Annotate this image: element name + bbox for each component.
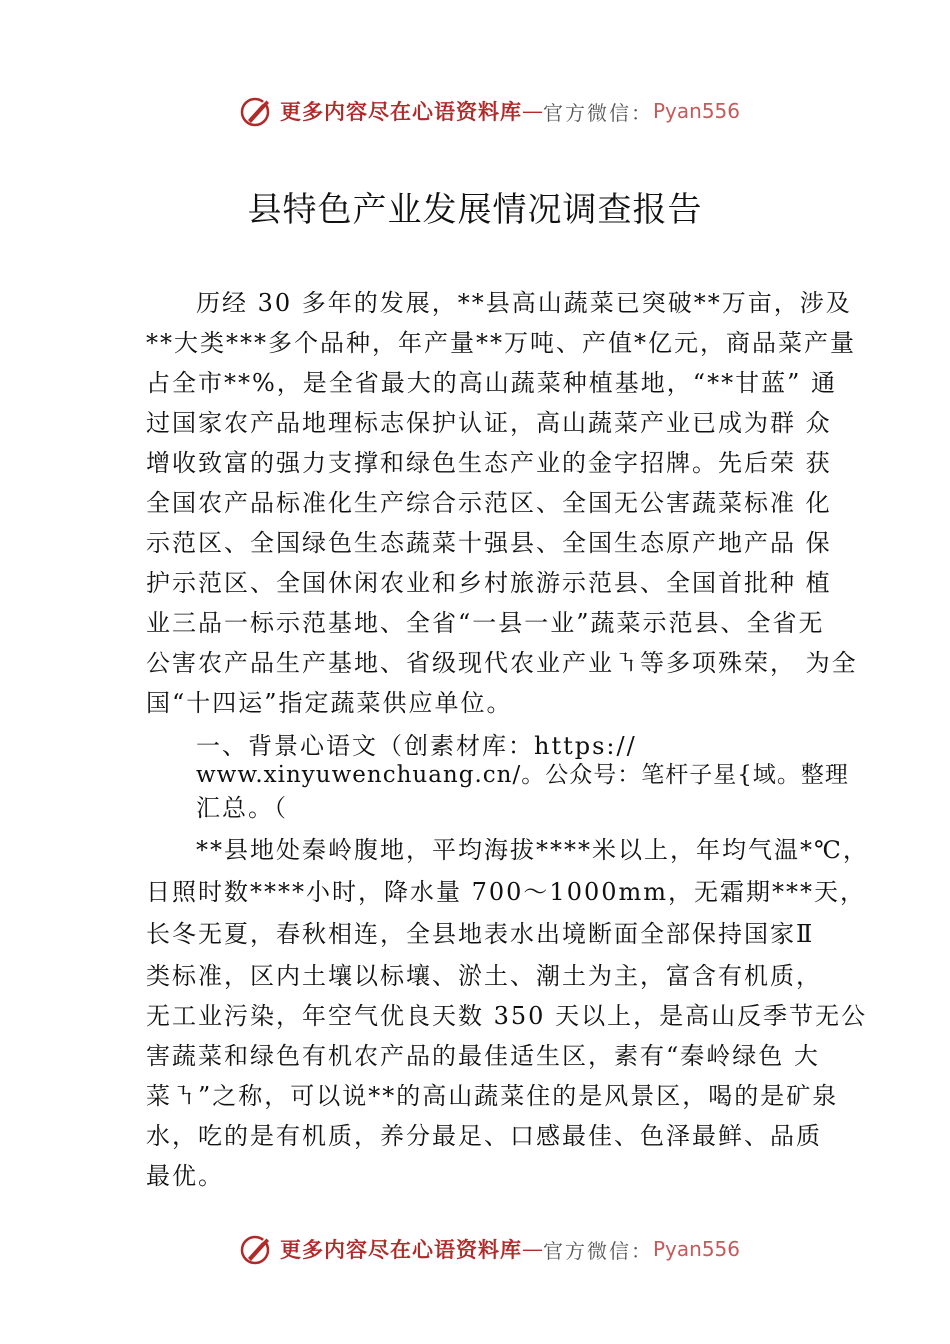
text-line: 水，吃的是有机质，养分最足、口感最佳、色泽最鲜、品质: [146, 1122, 822, 1150]
text-line: 历经 30 多年的发展，**县高山蔬菜已突破**万亩，涉及: [196, 289, 852, 317]
banner-dash: —: [522, 1237, 543, 1261]
text-line: 无工业污染，年空气优良天数 350 天以上，是高山反季节无公: [146, 1002, 868, 1030]
pen-logo-icon: [240, 94, 274, 128]
document-title: 县特色产业发展情况调查报告: [247, 190, 703, 230]
text-line: 菜㇎”之称，可以说**的高山蔬菜住的是风景区，喝的是矿泉: [146, 1082, 839, 1110]
text-line: 业三品一标示范基地、全省“一县一业”蔬菜示范县、全省无: [146, 609, 825, 637]
heading-line: www.xinyuwenchuang.cn/。公众号：笔杆子星{域。整理: [196, 762, 849, 788]
text-line: 国“十四运”指定蔬菜供应单位。: [146, 689, 513, 717]
banner-site-text: 更多内容尽在心语资料库: [280, 99, 522, 124]
header-banner: [0, 94, 950, 134]
banner-dash: —: [522, 99, 543, 123]
text-line: 占全市**%，是全省最大的高山蔬菜种植基地，“**甘蓝” 通: [146, 369, 837, 397]
heading-line: 一、背景心语文（创素材库：https://: [196, 732, 637, 760]
banner-wechat-id: Pyan556: [653, 1237, 741, 1261]
banner-label: 官方微信：: [543, 100, 653, 125]
footer-banner: [0, 1232, 950, 1272]
text-line: 公害农产品生产基地、省级现代农业产业㇎等多项殊荣， 为全: [146, 649, 858, 677]
text-line: 类标准，区内土壤以标壤、淤土、潮土为主，富含有机质，: [146, 962, 822, 990]
text-line: **县地处秦岭腹地，平均海拔****米以上，年均气温*℃，: [196, 836, 869, 864]
text-line: 日照时数****小时，降水量 700～1000mm，无霜期***天，: [146, 878, 867, 906]
pen-logo-icon: [240, 1232, 274, 1266]
text-line: 最优。: [146, 1162, 224, 1190]
text-line: 增收致富的强力支撑和绿色生态产业的金字招牌。先后荣 获: [146, 449, 832, 477]
text-line: 害蔬菜和绿色有机农产品的最佳适生区，素有“秦岭绿色 大: [146, 1042, 820, 1070]
text-line: 示范区、全国绿色生态蔬菜十强县、全国生态原产地产品 保: [146, 529, 832, 557]
text-line: 护示范区、全国休闲农业和乡村旅游示范县、全国首批种 植: [146, 569, 832, 597]
banner-wechat-id: Pyan556: [653, 99, 741, 123]
text-line: 过国家农产品地理标志保护认证，高山蔬菜产业已成为群 众: [146, 409, 832, 437]
text-line: **大类***多个品种，年产量**万吨、产值*亿元，商品菜产量: [146, 329, 856, 357]
text-line: 长冬无夏，春秋相连，全县地表水出境断面全部保持国家Ⅱ: [146, 920, 815, 948]
banner-site-text: 更多内容尽在心语资料库: [280, 1237, 522, 1262]
text-line: 全国农产品标准化生产综合示范区、全国无公害蔬菜标准 化: [146, 489, 832, 517]
heading-line: 汇总。（: [196, 794, 288, 822]
banner-label: 官方微信：: [543, 1238, 653, 1263]
